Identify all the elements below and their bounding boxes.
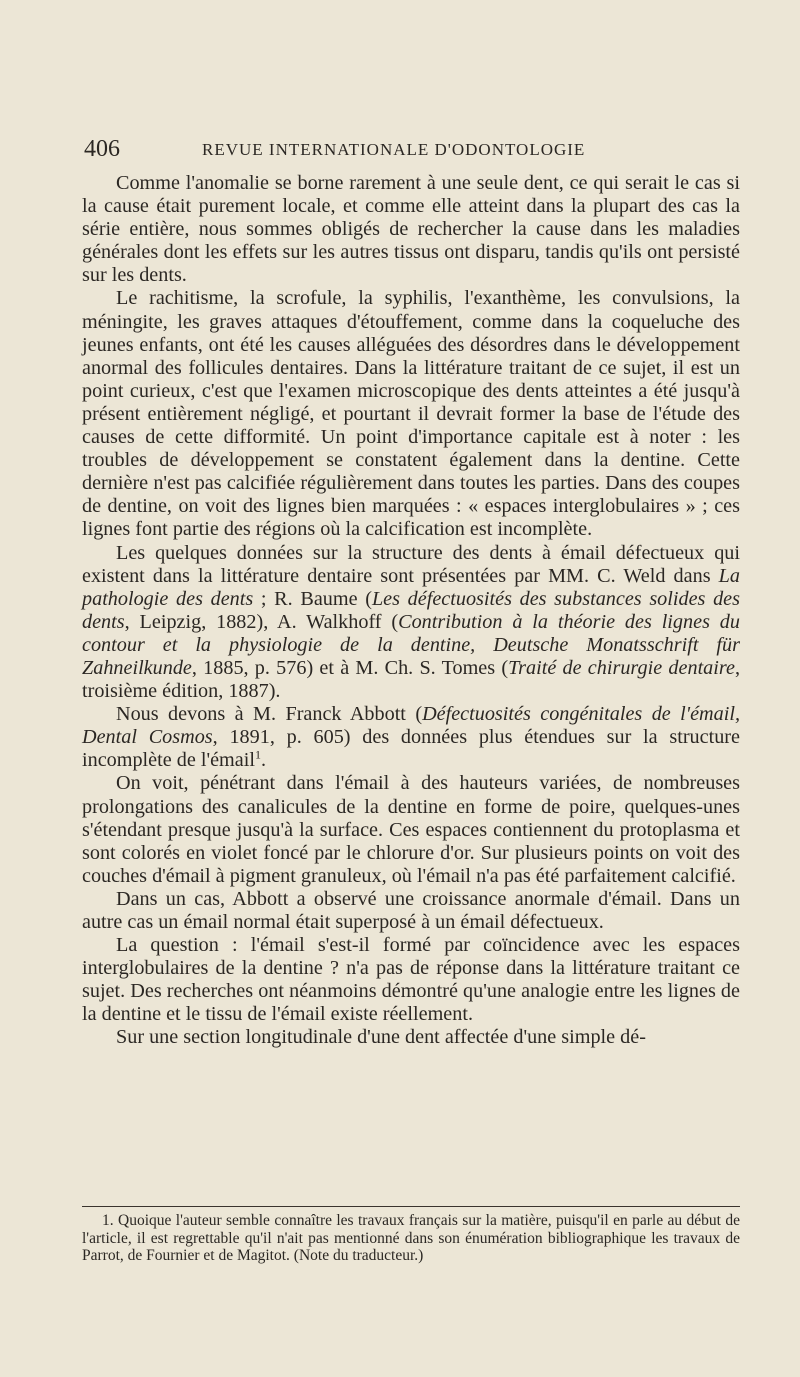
running-title: REVUE INTERNATIONALE D'ODONTOLOGIE xyxy=(202,140,586,159)
text-run: , troisième édition, 1887). xyxy=(82,656,740,703)
paragraph: La question : l'émail s'est-il formé par coïncidence avec les espaces interglobulaires de la dentine ? n'a pas de réponse dans la littérature traitant ce sujet. Des recherches ont néanmoins démontré qu'une analogie entre les lignes de la dentine et le tissu de l'émail existe réellement. xyxy=(82,934,740,1026)
citation-title: Traité de chirurgie dentaire xyxy=(508,656,735,679)
text-run: , Leipzig, 1882), A. Walkhoff ( xyxy=(124,610,399,633)
text-run: Les quelques données sur la structure des dents à émail défectueux qui existent dans la littérature dentaire sont présentées par MM. C. Weld dans xyxy=(82,541,740,587)
text-run: Nous devons à M. Franck Abbott ( xyxy=(116,703,423,726)
paragraph xyxy=(82,542,740,704)
paragraph: Le rachitisme, la scrofule, la syphilis, l'exanthème, les convulsions, la méningite, les graves attaques d'étouffement, comme dans la coqueluche des jeunes enfants, ont été les causes alléguées des désordres dans le développement anormal des follicules dentaires. Dans la littérature traitant de ce sujet, il est un point curieux, c'est que l'examen microscopique des dents atteintes a été jusqu'à présent entièrement négligé, et pourtant il devrait former la base de l'étude des causes de cette difformité. Un point d'importance capitale est à noter : les troubles de développement se constatent également dans la dentine. Cette dernière n'est pas calcifiée régulièrement dans toutes les parties. Dans des coupes de dentine, on voit des lignes bien marquées : « espaces interglobulaires » ; ces lignes font partie des régions où la calcification est incomplète. xyxy=(82,287,740,541)
text-run: , 1891, p. 605) des données plus étendues sur la structure incomplète de l'émail xyxy=(82,726,740,772)
citation-title: Les défectuosités des substances solides des dents xyxy=(82,587,740,633)
paragraph: Comme l'anomalie se borne rarement à une seule dent, ce qui serait le cas si la cause était purement locale, et comme elle atteint dans la plupart des cas la série entière, nous sommes obligés de rechercher la cause dans les maladies générales dont les effets sur les autres tissus ont disparu, tandis qu'ils ont persisté sur les dents. xyxy=(82,172,740,287)
page-number: 406 xyxy=(84,136,120,162)
text-run: . xyxy=(260,749,266,772)
footnotes xyxy=(82,1212,740,1265)
paragraph: Sur une section longitudinale d'une dent affectée d'une simple dé- xyxy=(116,1026,646,1049)
body-text xyxy=(82,172,740,1050)
page-header xyxy=(84,136,744,166)
footnote: 1. Quoique l'auteur semble connaître les travaux français sur la matière, puisqu'il en parle au début de l'article, il est regrettable qu'il n'ait pas mentionné dans son énumération bibliographique les travaux de Parrot, de Fournier et de Magitot. (Note du traducteur.) xyxy=(82,1212,740,1265)
paragraph: Dans un cas, Abbott a observé une croissance anormale d'émail. Dans un autre cas un émail normal était superposé à un émail défectueux. xyxy=(82,887,740,933)
citation-title: La pathologie des dents xyxy=(82,564,740,610)
citation-title: Contribution à la théorie des lignes du contour et la physiologie de la dentine, Deutsche Monatsschrift für Zahneilkunde xyxy=(82,610,740,679)
footnote-divider xyxy=(82,1206,740,1207)
paragraph: On voit, pénétrant dans l'émail à des hauteurs variées, de nombreuses prolongations des canalicules de la dentine en forme de poire, quelques-unes s'étendant presque jusqu'à la surface. Ces espaces contiennent du protoplasma et sont colorés en violet foncé par le chlorure d'or. Sur plusieurs points on voit des couches d'émail à pigment granuleux, où l'émail n'a pas été parfaitement calcifié. xyxy=(82,772,740,887)
text-run: ; R. Baume ( xyxy=(253,587,372,610)
text-run: , 1885, p. 576) et à M. Ch. S. Tomes ( xyxy=(191,656,509,679)
footnote-reference: 1 xyxy=(254,747,261,762)
citation-title: Défectuosités congénitales de l'émail, Dental Cosmos xyxy=(82,703,740,749)
paragraph xyxy=(82,703,740,772)
